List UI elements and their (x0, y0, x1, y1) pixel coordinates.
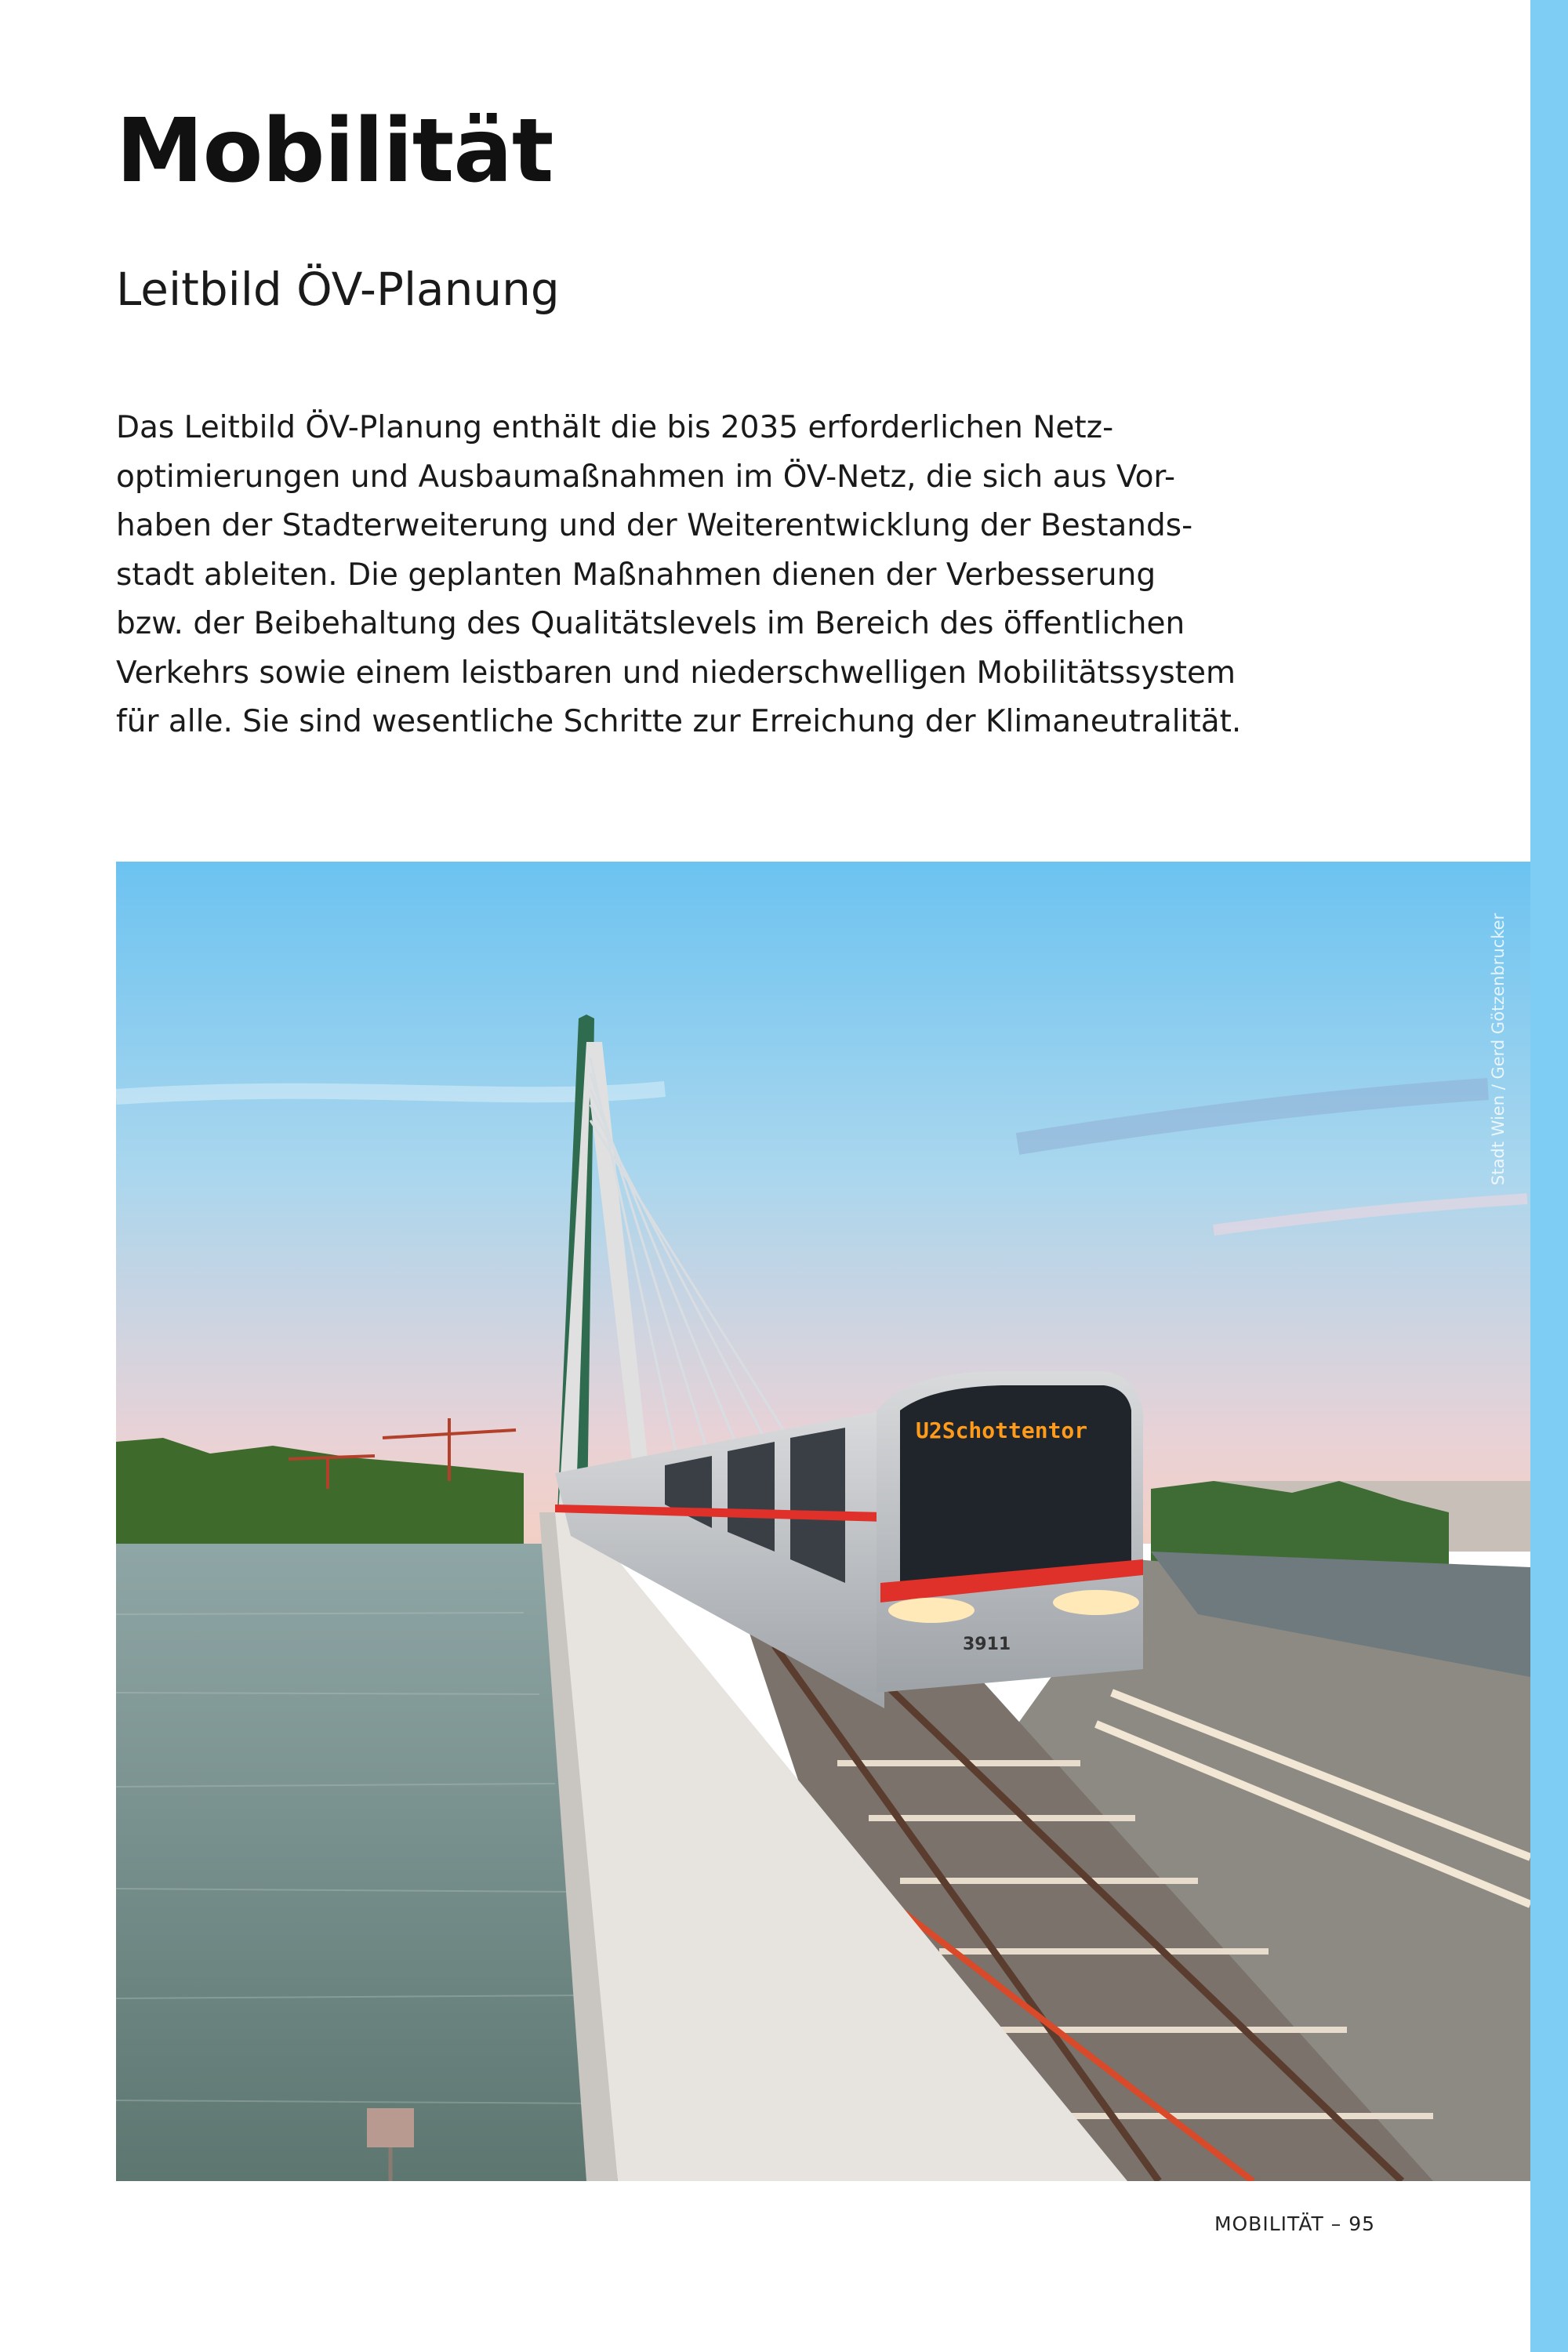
body-line: Verkehrs sowie einem leistbaren und niederschwelligen Mobilitätssystem (116, 655, 1236, 691)
photo-illustration (116, 862, 1530, 2181)
train-windshield (900, 1385, 1131, 1591)
page-footer (1214, 2212, 1375, 2235)
footer-separator: – (1323, 2212, 1349, 2235)
train-destination-display: U2Schottentor (916, 1417, 1088, 1443)
side-accent-bar (1530, 0, 1568, 2352)
headlight (888, 1598, 975, 1623)
section-subtitle: Leitbild ÖV-Planung (116, 263, 560, 316)
body-line: Das Leitbild ÖV-Planung enthält die bis 2035 erforderlichen Netz- (116, 410, 1114, 445)
metro-bridge-photo (116, 862, 1530, 2181)
body-line: stadt ableiten. Die geplanten Maßnahmen dienen der Verbesserung (116, 557, 1156, 593)
sign (367, 2108, 414, 2147)
footer-section: MOBILITÄT (1214, 2212, 1324, 2235)
body-paragraph (116, 404, 1261, 747)
body-line: haben der Stadterweiterung und der Weiterentwicklung der Bestands- (116, 508, 1193, 543)
photo-credit: Stadt Wien / Gerd Götzenbrucker (1489, 913, 1508, 1185)
body-line: für alle. Sie sind wesentliche Schritte zur Erreichung der Klimaneutralität. (116, 704, 1242, 739)
body-line: optimierungen und Ausbaumaßnahmen im ÖV-Netz, die sich aus Vor- (116, 459, 1176, 495)
river (116, 1544, 618, 2181)
page-number: 95 (1348, 2212, 1375, 2235)
page-title: Mobilität (116, 100, 554, 202)
body-line: bzw. der Beibehaltung des Qualitätslevels im Bereich des öffentlichen (116, 606, 1185, 641)
train-number: 3911 (963, 1635, 1011, 1654)
headlight (1053, 1590, 1139, 1615)
